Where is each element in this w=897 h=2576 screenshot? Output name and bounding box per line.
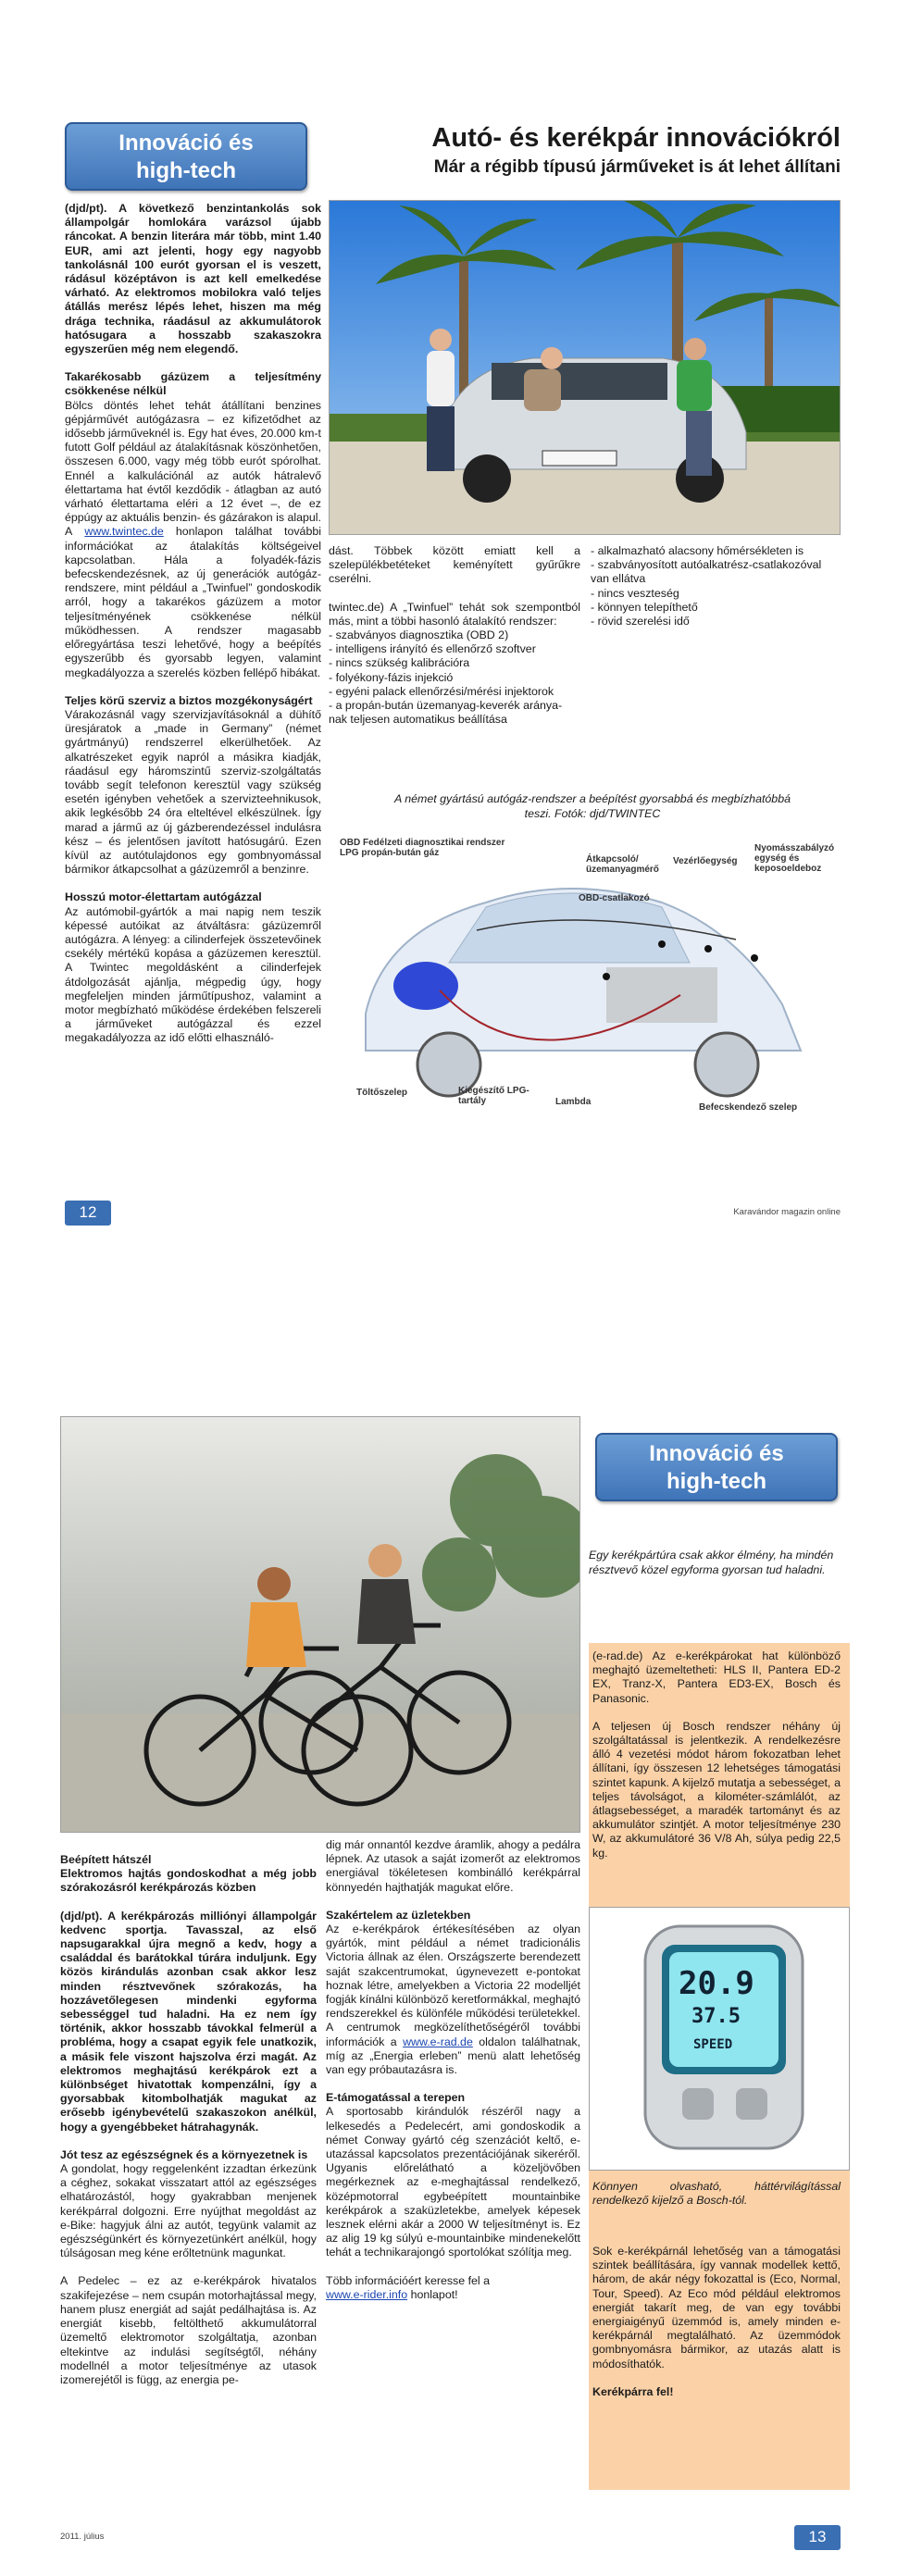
middle-column — [329, 544, 580, 727]
diagram-label-lambda: Lambda — [555, 1097, 592, 1107]
feature-item: - egyéni palack ellenőrzési/mérési injektorok — [329, 684, 554, 698]
diagram-label-ecu: Vezérlőegység — [673, 856, 738, 866]
body-text: honlapon találhat további információkat az átalakítás költségeivel kapcsolatban. Hála a folyadék-fázis befecskendezésnek, az új generációk autógáz-rendszere, mint például a „Twinfuel” gondoskodik arról, hogy a takarékos gázüzem a motor teljesítményének csökkenése nélkül működhessen. A rendszer magasabb előregyártása teszi lehetővé, hogy a beépítés egyszerűbb és gyorsabb legyen, valamint megkadályozza a szerelés közben fellépő hibákat. — [65, 525, 321, 679]
right-column — [591, 544, 841, 628]
body-paragraph: A sportosabb kirándulók részéről nagy a lelkesedés a Pedelecért, ami gondoskodik a német Conway gyártó cég szenzációt keltő, e-utazással kapcsolatos prezentációjának sikeréről. Ugyanis előrelátható a közeljövőben megérkeznek az e-meghajtással rendelkező, középmotorral egybeépített mountainbike kerékpárok a szaküzletekbe, amelyek képesek lesznek elérni akár a 2000 W teljesítményt is. Ez az alig 19 kg súlyú e-mountainbike mindenekelőtt tehát a technikarajongó sportolókat szólítja meg. — [326, 2105, 580, 2259]
article-title: Beépített hátszél — [60, 1853, 152, 1866]
sidebar-paragraph: A teljesen új Bosch rendszer néhány új szolgáltatással is jelentkezik. A rendelkezésre álló 4 vezetési módot három fokozatban lehet állítani, így összesen 12 lehetséges támogatási szintet kapunk. A kijelző mutatja a sebességet, a teljes távolságot, a kilométer-számlálót, az átlagsebességet, a maradék tartományt és az akkumulátor szintjét. A motor teljesítménye 230 W, az akkumulátoré 36 V/8 Ah, súlya pedig 22,5 kg. — [592, 1719, 841, 1860]
feature-item: - könnyen telepíthető — [591, 600, 698, 614]
diagram-label-obd — [340, 838, 506, 858]
feature-item: nak teljesen automatikus beállítása — [329, 713, 507, 727]
sidebar-slogan: Kerékpárra fel! — [592, 2384, 674, 2398]
feature-item: - alkalmazható alacsony hőmérsékleten is — [591, 544, 804, 557]
display-speed: 20.9 — [679, 1965, 754, 2002]
badge-line-1: Innováció és — [118, 131, 254, 156]
body-paragraph: twintec.de) A „Twinfuel” tehát sok szempontból más, mint a többi hasonló átalakító rendszer: — [329, 600, 580, 628]
feature-item: - nincs veszteség — [591, 586, 679, 600]
sidebar-paragraph: Sok e-kerékpárnál lehetőség van a támogatási szintek beállítására, így vannak modellek kettő, három, de akár négy fokozattal is (Eco, Normal, Tour, Speed). Az Eco mód például elektromos energiát takarít meg, de van egy további energiaigényű üzemmód is, amely minden e-kerékpárnál megtalálható. Az üzemmódok gombnyomásra bármikor, az utazás alatt is módosíthatók. — [592, 2245, 841, 2371]
cyclists-photo — [60, 1416, 580, 1833]
feature-item: - szabványosított autóalkatrész-csatlakozóval van ellátva — [591, 558, 822, 586]
body-text: Az e-kerékpárok értékesítésében az olyan gyártók, mint például a német tradicionális Victoria állnak az élen. Országszerte berendezett saját szakcentrumokat, úgynevezett e-pontokat hoznak létre, amelyekben a Victoria 22 modelljét fogják kínálni különböző keretformákkal, meghajtó rendszerekkel és különféle működési területekkel. A centrumok megközelíthetőségéről további információk a — [326, 1923, 580, 2048]
lead-paragraph: (djd/pt). A kerékpározás milliónyi állampolgár kedvenc sportja. Tavasszal, az első napsugarakkal újra megnő a kedv, hogy a családdal és barátokkal túrára induljunk. Egy közös kirándulás azonban csak akkor lesz minden résztvevőnek szórakozás, ha hozzávetőlegesen mindenki egyforma sebességgel tud haladni. Ha ez nem így történik, akkor hosszabb távokkal felmerül a probléma, hogy a csapat egyik fele unatkozik, a másik fele viszont hajszolva érzi magát. Az elektromos meghajtású kerékpárok ezt a különbséget hivatottak kompenzálni, így a gyorsabbak kitombolhatják magukat az erősebb igénybevételű szakaszokon anélkül, hogy a gyengébbeket hátrahagynák. — [60, 1909, 317, 2134]
diagram-label-switch: Átkapcsoló/üzemanyagmérő — [586, 854, 659, 875]
body-text: Több információért keresse fel a — [326, 2273, 490, 2287]
feature-item: - intelligens irányító és ellenőrző szoftver — [329, 642, 536, 656]
diagram-label-obd-connector: OBD-csatlakozó — [579, 893, 650, 903]
feature-item: - nincs szükség kalibrációra — [329, 656, 470, 670]
twintec-link[interactable]: www.twintec.de — [84, 525, 164, 539]
lead-paragraph: (djd/pt). A következő benzintankolás sok állampolgár homlokára varázsol újabb ráncokat. A benzin literára már több, mint 1.40 EUR, ami azt jelenti, hogy egy nagyobb tankolásnál 100 eurót gyorsan el is veszett, rádásul középtávon is azt kell emelkedése várható. Az elektromos mobilokra való teljes átállás merész lépés lehet, hiszen ma még drága technika, ráadásul az akkumulátorok hatósugara a hosszabb szakaszokra egyszerűen még nem elegendő. — [65, 202, 321, 356]
diagram-label-regulator: Nyomásszabályzó egység és keposoeldeboz — [754, 843, 835, 874]
feature-item: - rövid szerelési idő — [591, 615, 690, 628]
bosch-display-photo — [589, 1907, 850, 2171]
diagram-label-text: LPG propán-bután gáz — [340, 848, 440, 858]
middle-column — [326, 1838, 580, 2302]
article-subtitle: Már a régibb típusú járműveket is át lehet állítani — [433, 157, 841, 177]
body-text: oldalon találhatnak, míg az „Energia erleben” menü alatt lehetőség van egy próbautazásra is. — [326, 2035, 581, 2077]
left-column — [60, 1853, 317, 2387]
body-text: Bölcs döntés lehet tehát átállítani benzines gépjárművét autógázasra – ez kifizetődhet az idősebb járműveknél is. Egy hat éves, 20.000 km-t futott Golf például az átalakításnak köszönhetően, összesen 6.000, vagy még több eurót spórolhat. Ennél a kalkulációnál az autók hátralevő élettartama hat évtől kezdődik - átlagban az autó várható élettartama eléri a 12 évet –, de ez éppúgy az aktuális benzin- és gázárakon is alapul. A — [65, 398, 321, 539]
erad-link[interactable]: www.e-rad.de — [403, 2035, 473, 2048]
body-text: honlapot! — [410, 2287, 458, 2301]
feature-item: - szabványos diagnosztika (OBD 2) — [329, 628, 509, 642]
badge-line-1: Innováció és — [649, 1441, 784, 1466]
body-paragraph: dig már onnantól kezdve áramlik, ahogy a pedálra lépnek. Az utasok a saját izomerőt az elektromos energiával tökéletesen kombinálló kerékpárral könnyedén hajthatják magukat előre. — [326, 1838, 580, 1894]
car-repair-photo — [329, 200, 841, 535]
body-paragraph: dást. Többek között emiatt kell a szelepülékbetéteket keményített gyűrűkre cserélni. — [329, 544, 580, 586]
section-heading: E-támogatással a terepen — [326, 2091, 466, 2105]
footer-date: 2011. július — [60, 2532, 105, 2542]
body-paragraph: Az autómobil-gyártók a mai napig nem teszik képessé autóikat az átváltásra: gázüzemről autógázra. A lényeg: a cilinderfejek összetevőinek csekély mértékű kopása a gázüzemen keresztül. A Twintec megoldásként a cilinderfejek átdolgozását ajánlja, mégpedig úgy, hogy megfeleljen minden járműtípushoz, valamint a motor megbízható működése érdekében felszereli a járműveket autógázzal és ezzel megakadályozza az idő előtti elhasználó- — [65, 904, 321, 1045]
sidebar-text-bottom — [592, 2245, 841, 2399]
intro-caption: Egy kerékpártúra csak akkor élmény, ha mindén résztvevő közel egyforma gyorsan tud haladni. — [589, 1549, 834, 1576]
car-repair-illustration — [330, 201, 841, 535]
section-badge — [595, 1433, 838, 1501]
body-paragraph: A gondolat, hogy reggelenként izzadtan érkezünk a céghez, sokakat visszatart attól az egészséges elhatározástól, hogy gyakrabban menjenek kerékpárral dolgozni. Erre nyújthat megoldást az e-Bike: hagyjuk álni az autót, tegyünk valamit az egészségünkért és környezetünkért anélkül, hogy túlságosan meg kéne erőltetnünk magunkat. — [60, 2162, 317, 2260]
erider-link[interactable]: www.e-rider.info — [326, 2287, 408, 2301]
device-caption: Könnyen olvasható, háttérvilágítással rendelkező kijelző a Bosch-tól. — [592, 2180, 841, 2208]
badge-line-2: high-tech — [136, 158, 236, 183]
diagram-label-tank: Kiegészítő LPG-tartály — [458, 1086, 529, 1106]
badge-line-2: high-tech — [667, 1469, 766, 1494]
section-heading: Takarékosabb gázüzem a teljesítmény csökkenése nélkül — [65, 370, 321, 398]
article-title: Autó- és kerékpár innovációkról — [431, 123, 841, 153]
cyclists-illustration — [61, 1417, 580, 1833]
article-subtitle: Elektromos hajtás gondoskodhat a még jobb szórakozásról kerékpározás közben — [60, 1867, 317, 1895]
page-number: 13 — [794, 2525, 841, 2550]
body-paragraph: Várakozásnál vagy szervizjavításoknál a dühítő üresjáratok a „made in Germany” (német gyártmányú) rendszerrel elkerülhetőek. Az alkatrészeket egyik napról a másikra kiadják, ráadásul egy háromszintű szerviz-szolgáltatás tovább segít telefonon keresztül vagy szükség esetén igényben vehetőek a szervizteehnikusok, akik legkésőbb 24 óra elteltével elkészülnek. Így marad a jármű az új gázberendezéssel indulásra kész – és jelentősen javított hatósugárú. Ezen kívül az autótulajdonos egy gombnyomással bármikor átkapcsolhat a gázüzemről a benzinre. — [65, 707, 321, 877]
article-header — [352, 122, 841, 180]
body-paragraph — [65, 399, 321, 680]
feature-list — [329, 628, 580, 727]
display-mode: SPEED — [693, 2037, 733, 2052]
section-heading: Jót tesz az egészségnek és a környezetnek is — [60, 2147, 308, 2161]
section-heading: Teljes körű szerviz a biztos mozgékonyságért — [65, 693, 313, 707]
footer-publication: Karavándor magazin online — [733, 1207, 841, 1217]
feature-item: - folyékony-fázis injekció — [329, 670, 454, 684]
body-paragraph: A Pedelec – ez az e-kerékpárok hivatalos szakifejezése – nem csupán motorhajtással megy, hanem plusz energiát ad saját pedálhajtása is. Az energiát kisebb, feltölthető akkumulátorral üzemeltő elektromotor szolgáltatja, azonban eltekintve az indulási segítségtől, néhány modellnél a motor teljesítménye az utasok izomerejétől is függ, az energia pe- — [60, 2274, 317, 2386]
figure-caption: A német gyártású autógáz-rendszer a beépítést gyorsabbá és megbízhatóbbá teszi. Fotók: djd/TWINTEC — [394, 792, 791, 820]
diagram-label-injector: Befecskendező szelep — [699, 1102, 798, 1113]
section-badge — [65, 122, 307, 191]
sidebar-text-top — [592, 1649, 841, 1860]
sidebar-paragraph: (e-rad.de) Az e-kerékpárokat hat különböző meghajtó üzemeltetheti: HLS II, Pantera ED-2 EX, Tranz-X, Pantera ED3-EX, Bosch és Panasonic. — [592, 1649, 841, 1705]
diagram-label-text: OBD Fedélzeti diagnosztikai rendszer — [340, 838, 505, 848]
more-info — [326, 2274, 580, 2302]
body-paragraph — [326, 1923, 580, 2077]
left-column — [65, 202, 321, 1046]
section-heading: Hosszú motor-élettartam autógázzal — [65, 890, 262, 904]
feature-item: - a propán-bután üzemanyag-keverék aránya- — [329, 699, 563, 713]
display-distance: 37.5 — [691, 2005, 741, 2028]
section-heading: Szakértelem az üzletekben — [326, 1908, 471, 1922]
page-number: 12 — [65, 1201, 111, 1226]
lpg-system-diagram — [329, 828, 841, 1115]
diagram-label-filler: Töltőszelep — [356, 1088, 408, 1098]
